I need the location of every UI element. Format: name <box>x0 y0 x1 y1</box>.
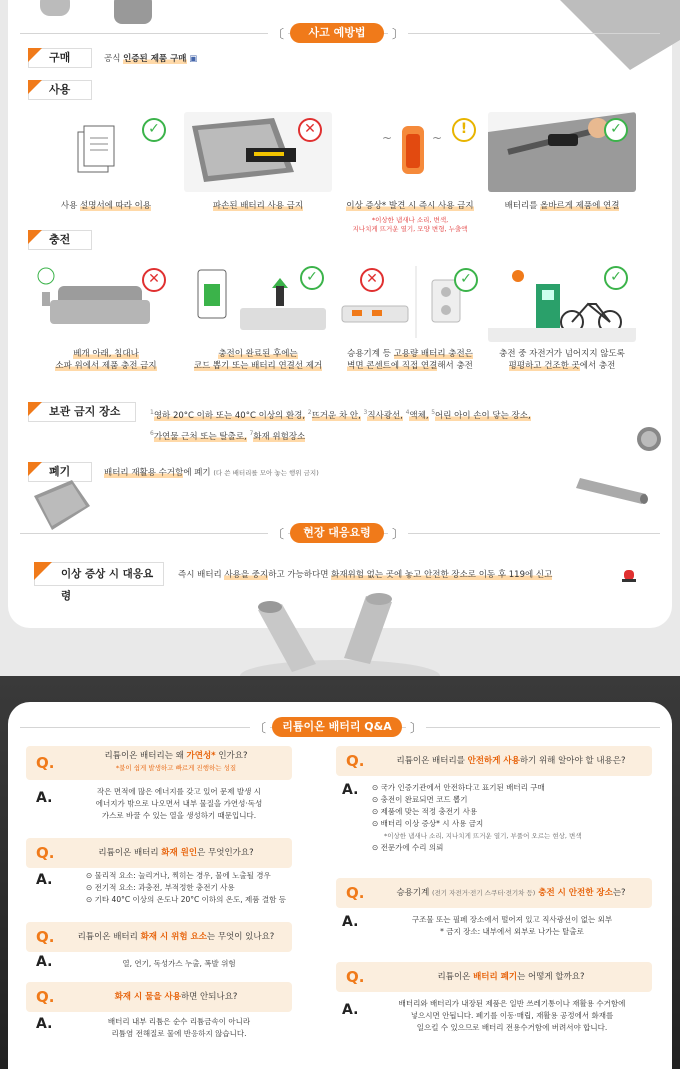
bracket-left: 〔 <box>268 525 288 542</box>
question-2: Q. 리튬이온 배터리 화재 원인은 무엇인가요? <box>26 838 292 868</box>
answer-5: A. ⊙ 국가 인증기관에서 안전하다고 표기된 배터리 구매 ⊙ 충전이 완료되면 코드 뽑기 ⊙ 제품에 맞는 적정 충전기 사용 ⊙ 배터리 이상 증상* 시 사용 금지 *이상한 냄새나 소리, 지나치게 뜨거운 열기, 부풀어 오르는 현상, 변색 ⊙ 전문가에 수리 의뢰 <box>342 782 582 852</box>
use-tile-bicycle <box>488 112 636 192</box>
use-tile-abnormal <box>336 112 484 192</box>
category-response: 이상 증상 시 대응요령 <box>34 562 164 586</box>
storage-item-7: $^7$화재 위험장소 <box>249 429 306 442</box>
answer-6: A. 구조물 또는 필페 장소에서 떨어져 있고 직사광선이 없는 외부 * 금지 장소: 내부에서 외부로 나가는 탈출로 <box>342 914 613 936</box>
storage-item-3: $^3$직사광선, <box>363 409 403 421</box>
bracket-left: 〔 <box>250 719 270 736</box>
storage-item-1: $^1$영하 20°C 이하 또는 40°C 이상의 환경, <box>150 409 306 421</box>
question-3: Q. 리튬이온 배터리 화재 시 위험 요소는 무엇이 있나요? <box>26 922 292 952</box>
disposal-text: 배터리 재활용 수거함에 폐기 (다 쓴 배터리를 모아 놓는 행위 금지) <box>104 468 319 478</box>
charge-tile-outlet <box>336 262 484 342</box>
no-x-icon: ✕ <box>360 268 384 292</box>
bracket-right: 〕 <box>388 525 408 542</box>
storage-item-6: $^6$가연물 근처 또는 탈출로, <box>150 429 247 442</box>
q-mark: Q. <box>346 884 365 902</box>
svg-text:~: ~ <box>382 131 393 145</box>
bracket-left: 〔 <box>268 25 288 42</box>
question-4: Q. 화재 시 물을 사용하면 안되나요? <box>26 982 292 1012</box>
cylinder-battery-decoration-icon <box>576 468 650 508</box>
bracket-right: 〕 <box>406 719 426 736</box>
battery-decoration-icon <box>40 0 160 30</box>
question-1: Q. 리튬이온 배터리는 왜 가연성* 인가요? *불이 쉽게 발생하고 빠르게 진행하는 성질 <box>26 746 292 780</box>
category-purchase: 구매 <box>28 48 92 68</box>
ok-check-icon: ✓ <box>454 268 478 292</box>
q-mark: Q. <box>346 968 365 986</box>
charge-caption-4: 충전 중 자전거가 넘어지지 않도록 평평하고 건조한 곳에서 충전 <box>499 349 625 371</box>
storage-item-4: $^4$액체, <box>405 409 429 421</box>
ok-check-icon: ✓ <box>604 118 628 142</box>
charge-tile-unplug <box>184 262 332 342</box>
charge-tile-station <box>488 262 636 342</box>
use-caption-2: 파손된 배터리 사용 금지 <box>212 201 304 211</box>
purchase-text: 공식 인증된 제품 구매 ▣ <box>104 54 198 64</box>
category-use: 사용 <box>28 80 92 100</box>
warning-icon: ! <box>452 118 476 142</box>
answer-3: A. 열, 연기, 독성가스 누출, 폭발 위험 <box>36 954 236 970</box>
q-mark: Q. <box>36 754 55 772</box>
ok-check-icon: ✓ <box>142 118 166 142</box>
siren-icon <box>620 564 638 584</box>
coin-battery-icon <box>634 424 664 454</box>
answer-2: A. ⊙ 물리적 요소: 눌리거나, 찍히는 경우, 물에 노출될 경우 ⊙ 전기적 요소: 과충전, 부적정한 충전기 사용 ⊙ 기타 40°C 이상의 온도나 20°C 이하의 온도, 제품 결함 등 <box>36 871 286 904</box>
storage-item-2: $^2$뜨거운 차 안, <box>307 409 361 421</box>
charge-caption-2: 충전이 완료된 후에는 코드 뽑기 또는 배터리 연결선 제거 <box>193 349 323 371</box>
category-storage: 보관 금지 장소 <box>28 402 136 422</box>
use-tile-manual <box>32 112 180 192</box>
bracket-right: 〕 <box>388 25 408 42</box>
no-x-icon: ✕ <box>142 268 166 292</box>
answer-1: A. 작은 면적에 많은 에너지를 갖고 있어 문제 발생 시 에너지가 밖으로 나오면서 내부 물질을 가연성·독성 가스로 바꿀 수 있는 열을 생성하기 때문입니다. <box>36 787 263 820</box>
storage-item-5: $^5$어린 아이 손이 닿는 장소, <box>431 409 531 421</box>
section-title-response: 현장 대응요령 <box>290 523 384 543</box>
q-mark: Q. <box>36 928 55 946</box>
svg-text:~: ~ <box>432 131 443 145</box>
charge-tile-sofa <box>32 262 180 342</box>
use-caption-1: 사용 설명서에 따라 이용 <box>60 201 152 211</box>
battery-pack-decoration-icon <box>28 476 94 536</box>
category-disposal: 폐기 <box>28 462 92 482</box>
use-caption-4: 배터리를 올바르게 제품에 연결 <box>504 201 620 211</box>
charge-caption-3: 승용기계 등 고용량 배터리 충전은 벽면 콘센트에 직접 연결해서 충전 <box>347 349 473 371</box>
charge-caption-1: 베개 아래, 침대나 소파 위에서 제품 충전 금지 <box>55 349 157 371</box>
ok-check-icon: ✓ <box>604 266 628 290</box>
storage-list <box>150 404 620 446</box>
category-charge: 충전 <box>28 230 92 250</box>
response-text: 즉시 배터리 사용을 중지하고 가능하다면 화재위험 없는 곳에 놓고 안전한 장소로 이동 후 119에 신고 <box>178 570 553 580</box>
question-7: Q. 리튬이온 배터리 폐기는 어떻게 할까요? <box>336 962 652 992</box>
q-mark: Q. <box>36 844 55 862</box>
question-6: Q. 승용기계 (전기 자전거·전기 스쿠터·전기차 등) 충전 시 안전한 장소는? <box>336 878 652 908</box>
ok-check-icon: ✓ <box>300 266 324 290</box>
use-caption-3: 이상 증상* 발견 시 즉시 사용 금지 <box>346 201 474 211</box>
question-5: Q. 리튬이온 배터리를 안전하게 사용하기 위해 알아야 할 내용은? <box>336 746 652 776</box>
answer-4: A. 배터리 내부 리튬은 순수 리튬금속이 아니라 리튬염 전해질로 물에 반응하지 않습니다. <box>36 1016 251 1038</box>
cert-icon: ▣ <box>189 54 198 64</box>
answer-7: A. 배터리와 배터리가 내장된 제품은 일반 쓰레기통이나 재활용 수거함에 넣으시면 안됩니다. 폐기를 이동·매립, 재활용 공정에서 화재를 일으킬 수 있으므로 배터리 전용수거함에 버려서야 합니다. <box>342 999 626 1032</box>
no-x-icon: ✕ <box>298 118 322 142</box>
section-title-prevention: 사고 예방법 <box>290 23 384 43</box>
use-caption-3-note: *이상한 냄새나 소리, 변색, 지나치게 뜨거운 열기, 모양 변형, 누출액 <box>352 216 468 233</box>
section-title-qa: 리튬이온 배터리 Q&A <box>272 717 402 737</box>
power-bank-decoration-icon <box>540 0 680 80</box>
q-mark: Q. <box>346 752 365 770</box>
q-mark: Q. <box>36 988 55 1006</box>
use-tile-broken <box>184 112 332 192</box>
